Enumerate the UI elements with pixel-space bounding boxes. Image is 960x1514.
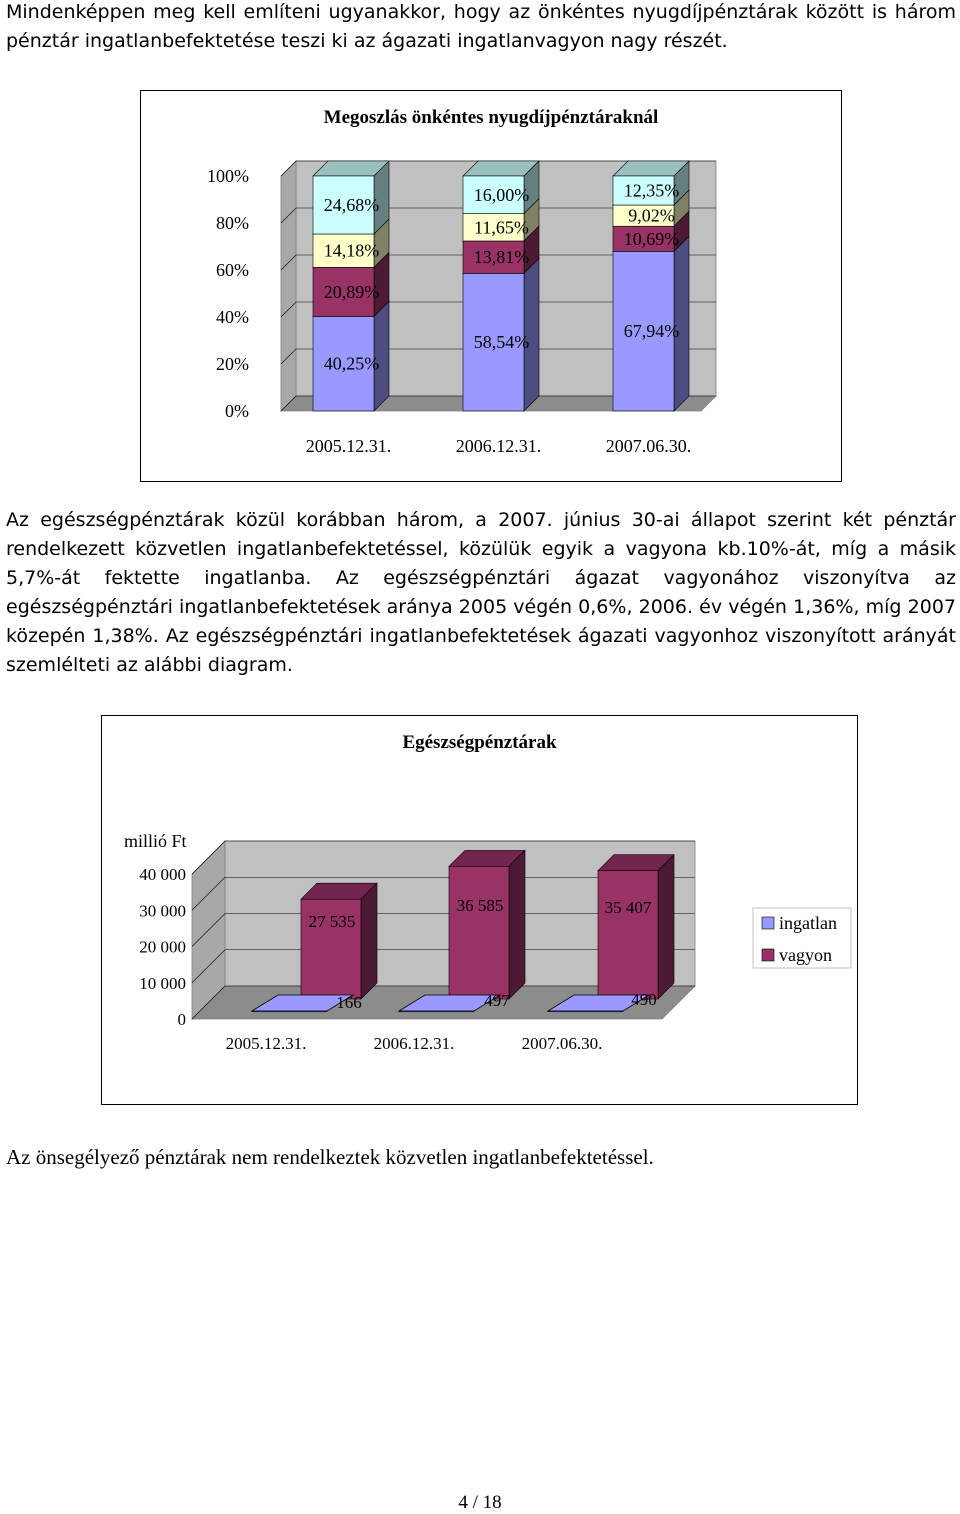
health-fund-chart	[101, 715, 858, 1105]
data-label-ingatlan: 497	[484, 991, 510, 1010]
data-label: 11,65%	[474, 217, 529, 238]
chart2-plot	[102, 716, 857, 1104]
x-tick-label: 2005.12.31.	[305, 436, 392, 456]
bar-vagyon-front	[598, 871, 658, 999]
health-fund-paragraph: Az egészségpénztárak közül korábban három, a 2007. június 30-ai állapot szerint két pénztár rendelkezett közvetlen ingatlanbefektetéssel, közülük egyik a vagyona kb.10%-át, míg a másik 5,7%-át fektette ingatlanba. Az egészségpénztári ágazat vagyonához viszonyítva az egészségpénztári ingatlanbefektetések aránya 2005 végén 0,6%, 2006. év végén 1,36%, míg 2007 közepén 1,38%. Az egészségpénztári ingatlanbefektetések ágazati vagyonhoz viszonyított arányát szemlélteti az alábbi diagram.	[6, 509, 956, 676]
y-tick-label: 20 000	[139, 937, 186, 957]
y-tick-label: 60%	[216, 260, 249, 280]
legend-swatch	[762, 949, 774, 961]
data-label: 20,89%	[323, 281, 380, 302]
data-label-vagyon: 27 535	[308, 912, 356, 931]
x-tick-label: 2007.06.30.	[605, 436, 692, 456]
self-help-fund-paragraph: Az önsegélyező pénztárak nem rendelkeztek közvetlen ingatlanbefektetéssel.	[6, 1145, 654, 1169]
data-label: 13,81%	[473, 247, 530, 268]
data-label: 14,18%	[323, 240, 380, 261]
y-tick-label: 20%	[216, 354, 249, 374]
bar-ingatlan-edge	[399, 1011, 474, 1012]
data-label: 10,69%	[623, 228, 680, 249]
y-tick-label: 0	[177, 1010, 186, 1029]
chart1-title: Megoszlás önkéntes nyugdíjpénztáraknál	[323, 107, 659, 128]
bar-ingatlan-edge	[252, 1011, 327, 1012]
x-tick-label: 2006.12.31.	[373, 1034, 455, 1053]
bar-vagyon-side	[658, 855, 674, 999]
bar-vagyon-front	[449, 866, 509, 999]
y-tick-label: 100%	[207, 166, 249, 186]
data-label: 9,02%	[628, 205, 675, 226]
data-label-vagyon: 35 407	[604, 898, 652, 917]
legend-swatch	[762, 917, 774, 929]
y-tick-label: 80%	[216, 213, 249, 233]
data-label: 40,25%	[323, 353, 380, 374]
data-label-ingatlan: 490	[631, 990, 657, 1009]
data-label: 67,94%	[623, 321, 680, 342]
intro-paragraph: Mindenképpen meg kell említeni ugyanakkor, hogy az önkéntes nyugdíjpénztárak között is három pénztár ingatlanbefektetése teszi ki az ágazati ingatlanvagyon nagy részét.	[6, 1, 956, 52]
page-number: 4 / 18	[458, 1492, 502, 1513]
bar-vagyon-side	[509, 850, 525, 999]
chart1-plot	[141, 91, 841, 481]
y-tick-label: 30 000	[139, 901, 186, 921]
data-label-vagyon: 36 585	[456, 896, 504, 915]
legend-label: ingatlan	[779, 913, 837, 933]
y-tick-label: 10 000	[139, 973, 186, 993]
chart2-title: Egészségpénztárak	[402, 732, 557, 753]
y-tick-label: 40 000	[139, 865, 186, 884]
y-tick-label: 40%	[216, 307, 249, 327]
bar-ingatlan-edge	[548, 1011, 623, 1012]
data-label: 58,54%	[473, 332, 530, 353]
x-tick-label: 2006.12.31.	[455, 436, 542, 456]
data-label: 16,00%	[473, 184, 530, 205]
data-label: 12,35%	[623, 180, 680, 201]
wall-side	[281, 161, 296, 411]
x-tick-label: 2005.12.31.	[225, 1034, 307, 1053]
y-axis-title: millió Ft	[124, 831, 187, 851]
pension-fund-distribution-chart	[140, 90, 842, 482]
data-label: 24,68%	[323, 194, 380, 215]
y-tick-label: 0%	[225, 401, 249, 421]
data-label-ingatlan: 166	[336, 993, 362, 1012]
x-tick-label: 2007.06.30.	[521, 1034, 603, 1053]
legend-label: vagyon	[779, 945, 832, 965]
bar-vagyon-side	[361, 883, 377, 999]
